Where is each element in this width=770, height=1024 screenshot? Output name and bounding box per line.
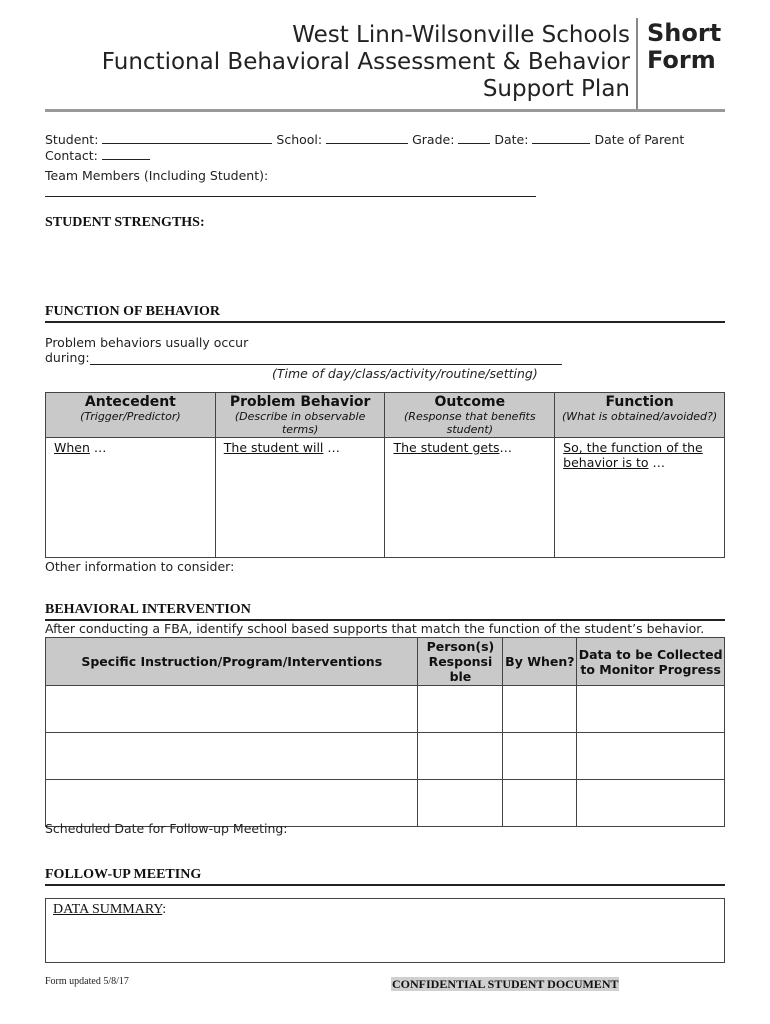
person-cell[interactable] [418, 780, 503, 827]
student-field[interactable] [102, 131, 272, 144]
function-cell[interactable]: So, the function of the behavior is to … [555, 438, 725, 558]
problem-behavior-header: Problem Behavior (Describe in observable terms) [215, 393, 385, 438]
student-info-line [45, 131, 735, 163]
occur-field[interactable] [90, 364, 562, 365]
function-rule [45, 321, 725, 323]
person-cell[interactable] [418, 686, 503, 733]
data-collected-header: Data to be Collected to Monitor Progress [577, 638, 725, 686]
table-row [46, 733, 725, 780]
short-text: Short [647, 19, 722, 47]
outcome-cell[interactable]: The student gets… [385, 438, 555, 558]
parent-contact-label: Date of Parent [594, 132, 685, 147]
other-info-label: Other information to consider: [45, 559, 235, 574]
form-title [30, 22, 630, 103]
date-label: Date: [494, 132, 529, 147]
title-line-3: Support Plan [482, 76, 630, 102]
function-header: Function (What is obtained/avoided?) [555, 393, 725, 438]
grade-label: Grade: [412, 132, 455, 147]
antecedent-header: Antecedent (Trigger/Predictor) [46, 393, 216, 438]
school-field[interactable] [326, 131, 408, 144]
team-members-field[interactable] [45, 196, 536, 197]
contact-label: Contact: [45, 148, 98, 163]
data-cell[interactable] [577, 733, 725, 780]
parent-contact-field[interactable] [102, 147, 150, 160]
intervention-cell[interactable] [46, 733, 418, 780]
intervention-intro: After conducting a FBA, identify school based supports that match the function of the student’s behavior. [45, 621, 705, 636]
followup-heading: FOLLOW-UP MEETING [45, 867, 202, 882]
abc-table [45, 392, 725, 558]
intervention-heading: BEHAVIORAL INTERVENTION [45, 602, 251, 617]
problem-behavior-cell[interactable]: The student will … [215, 438, 385, 558]
by-when-header: By When? [503, 638, 577, 686]
intervention-table [45, 637, 725, 827]
data-cell[interactable] [577, 686, 725, 733]
intervention-cell[interactable] [46, 686, 418, 733]
when-cell[interactable] [503, 733, 577, 780]
data-cell[interactable] [577, 780, 725, 827]
date-field[interactable] [532, 131, 590, 144]
intervention-cell[interactable] [46, 780, 418, 827]
outcome-header: Outcome (Response that benefits student) [385, 393, 555, 438]
short-form-label [647, 20, 721, 74]
followup-date-label: Scheduled Date for Follow-up Meeting: [45, 821, 288, 836]
grade-field[interactable] [458, 131, 490, 144]
data-summary-box[interactable] [45, 898, 725, 963]
confidential-label: CONFIDENTIAL STUDENT DOCUMENT [392, 977, 619, 991]
occur-line-1: Problem behaviors usually occur [45, 335, 249, 350]
title-line-1: West Linn-Wilsonville Schools [292, 22, 630, 48]
form-updated: Form updated 5/8/17 [45, 976, 129, 987]
occur-label [45, 335, 248, 365]
occur-line-2: during: [45, 350, 90, 365]
header-divider [636, 18, 638, 110]
table-row [46, 686, 725, 733]
table-row [46, 780, 725, 827]
data-summary-label: DATA SUMMARY: [53, 902, 167, 917]
followup-rule [45, 884, 725, 886]
strengths-heading: STUDENT STRENGTHS: [45, 215, 205, 230]
school-label: School: [276, 132, 323, 147]
interventions-header: Specific Instruction/Program/Interventions [46, 638, 418, 686]
persons-responsible-header: Person(s) Responsi ble [418, 638, 503, 686]
when-cell[interactable] [503, 686, 577, 733]
antecedent-cell[interactable]: When … [46, 438, 216, 558]
when-cell[interactable] [503, 780, 577, 827]
form-text: Form [647, 46, 716, 74]
time-hint: (Time of day/class/activity/routine/setting) [272, 366, 538, 381]
function-heading: FUNCTION OF BEHAVIOR [45, 304, 221, 319]
student-label: Student: [45, 132, 99, 147]
team-members-label: Team Members (Including Student): [45, 168, 269, 183]
person-cell[interactable] [418, 733, 503, 780]
header-rule [45, 109, 725, 112]
title-line-2: Functional Behavioral Assessment & Behavior [101, 49, 630, 75]
